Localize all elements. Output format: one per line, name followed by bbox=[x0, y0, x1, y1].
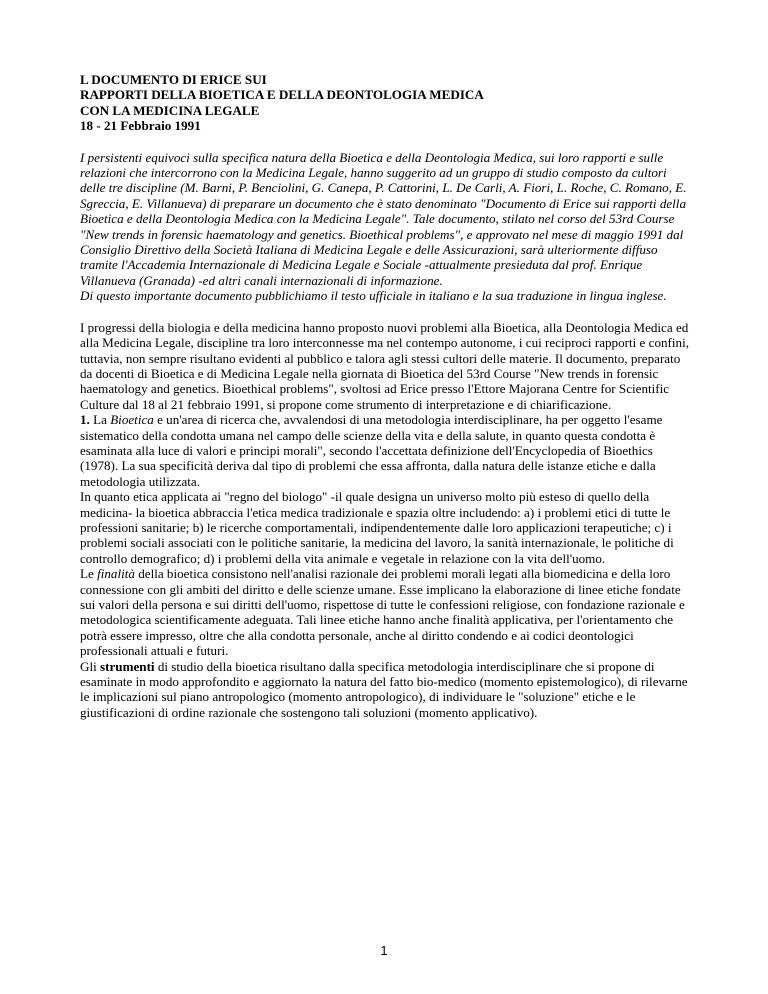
text-run: e un'area di ricerca che, avvalendosi di una metodologia interdisciplinare, ha per oggetto l'esame sistematico della condotta umana nel campo delle scienze della vita e della salute, in quanto questa condotta è esaminata alla luce di valori e principi morali", secondo l'accettata definizione dell'Encyclopedia of Bioethics (1978). La sua specificità deriva dal tipo di problemi che essa affronta, dalla natura delle istanze etiche e dalla metodologia utilizzata. bbox=[80, 412, 663, 489]
document-title bbox=[80, 72, 690, 134]
intro-section bbox=[80, 150, 690, 304]
body-section bbox=[80, 320, 690, 721]
body-paragraph: In quanto etica applicata ai "regno del biologo" -il quale designa un universo molto più esteso di quello della medicina- la bioetica abbraccia l'etica medica tradizionale e spazia oltre includendo: a) i problemi etici di tutte le professioni sanitarie; b) le ricerche comportamentali, indipendentemente dalle loro applicazioni terapeutiche; c) i problemi sociali associati con le politiche sanitarie, la medicina del lavoro, la sanità internazionale, le politiche di controllo demografico; d) i problemi della vita animale e vegetale in relazione con la vita dell'uomo. bbox=[80, 489, 674, 566]
title-line: L DOCUMENTO DI ERICE SUI bbox=[80, 72, 267, 87]
text-run: Gli bbox=[80, 658, 101, 674]
body-paragraph: I progressi della biologia e della medicina hanno proposto nuovi problemi alla Bioetica, alla Deontologia Medica ed alla Medicina Legale, discipline tra loro interconnesse ma nel contempo autonome, i cui reciproci rapporti e confini, tuttavia, non sempre risultano evidenti al pubblico e talora agli stessi cultori delle materie. Il documento, preparato da docenti di Bioetica e di Medicina Legale nella giornata di Bioetica del 53rd Course "New trends in forensic haematology and genetics. Bioethical problems", svoltosi ad Erice presso l'Ettore Majorana Centre for Scientific Culture dal 18 al 21 febbraio 1991, si propone come strumento di interpretazione e di chiarificazione. bbox=[80, 319, 689, 412]
text-run: della bioetica consistono nell'analisi razionale dei problemi morali legati alla biomedicina e della loro connessione con gli ambiti del diritto e delle scienze umane. Esse implicano la elaborazione di linee etiche fondate sui valori della persona e sui diritti dell'uomo, rispettose di tutte le confessioni religiose, con fondazione razionale e metodologica scientificamente adeguata. Tali linee etiche hanno anche finalità applicativa, per l'orientamento che potrà essere impresso, oltre che alla condotta personale, anche al diritto condendo e ai codici deontologici professionali attuali e futuri. bbox=[80, 566, 685, 659]
emphasis-term: Bioetica bbox=[110, 412, 154, 428]
text-run: Le bbox=[80, 566, 98, 582]
title-line: CON LA MEDICINA LEGALE bbox=[80, 102, 260, 118]
intro-paragraph: I persistenti equivoci sulla specifica natura della Bioetica e della Deontologia Medica, sui loro rapporti e sulle relazioni che intercorrono con la Medicina Legale, hanno suggerito ad un gruppo di studio composto da cultori delle tre discipline (M. Barni, P. Benciolini, G. Canepa, P. Cattorini, L. De Carli, A. Fiori, L. Roche, C. Romano, E. Sgreccia, E. Villanueva) di preparare un documento che è stato denominato "Documento di Erice sui rapporti della Bioetica e della Deontologia Medica con la Medicina Legale". Tale documento, stilato nel corso del 53rd Course "New trends in forensic haematology and genetics. Bioethical problems", e approvato nel mese di maggio 1991 dal Consiglio Direttivo della Società Italiana di Medicina Legale e delle Assicurazioni, sarà ulteriormente diffuso tramite l'Accademia Internazionale di Medicina Legale e Sociale -attualmente presieduta dal prof. Enrique Villanueva (Granada) -ed altri canali internazionali di informazione. bbox=[80, 149, 687, 288]
section-1-paragraph bbox=[80, 412, 690, 489]
finalita-paragraph bbox=[80, 566, 690, 658]
title-date: 18 - 21 Febbraio 1991 bbox=[80, 118, 201, 134]
text-run: La bbox=[89, 412, 111, 428]
section-number: 1. bbox=[80, 412, 90, 428]
intro-paragraph: Di questo importante documento pubblichiamo il testo ufficiale in italiano e la sua traduzione in lingua inglese. bbox=[80, 288, 667, 304]
emphasis-term: finalità bbox=[97, 566, 135, 582]
strong-term: strumenti bbox=[100, 658, 155, 674]
title-line: RAPPORTI DELLA BIOETICA E DELLA DEONTOLOGIA MEDICA bbox=[80, 87, 484, 103]
page-number: 1 bbox=[380, 943, 388, 958]
text-run: di studio della bioetica risultano dalla specifica metodologia interdisciplinare che si propone di esaminate in modo approfondito e aggiornato la natura del fatto bio-medico (momento epistemologico), di rilevarne le implicazioni sul piano antropologico (momento antropologico), di individuare le "soluzione" etiche e le giustificazioni di ordine razionale che sostengono tali soluzioni (momento applicativo). bbox=[80, 658, 688, 720]
document-content bbox=[80, 72, 690, 720]
strumenti-paragraph bbox=[80, 659, 690, 721]
